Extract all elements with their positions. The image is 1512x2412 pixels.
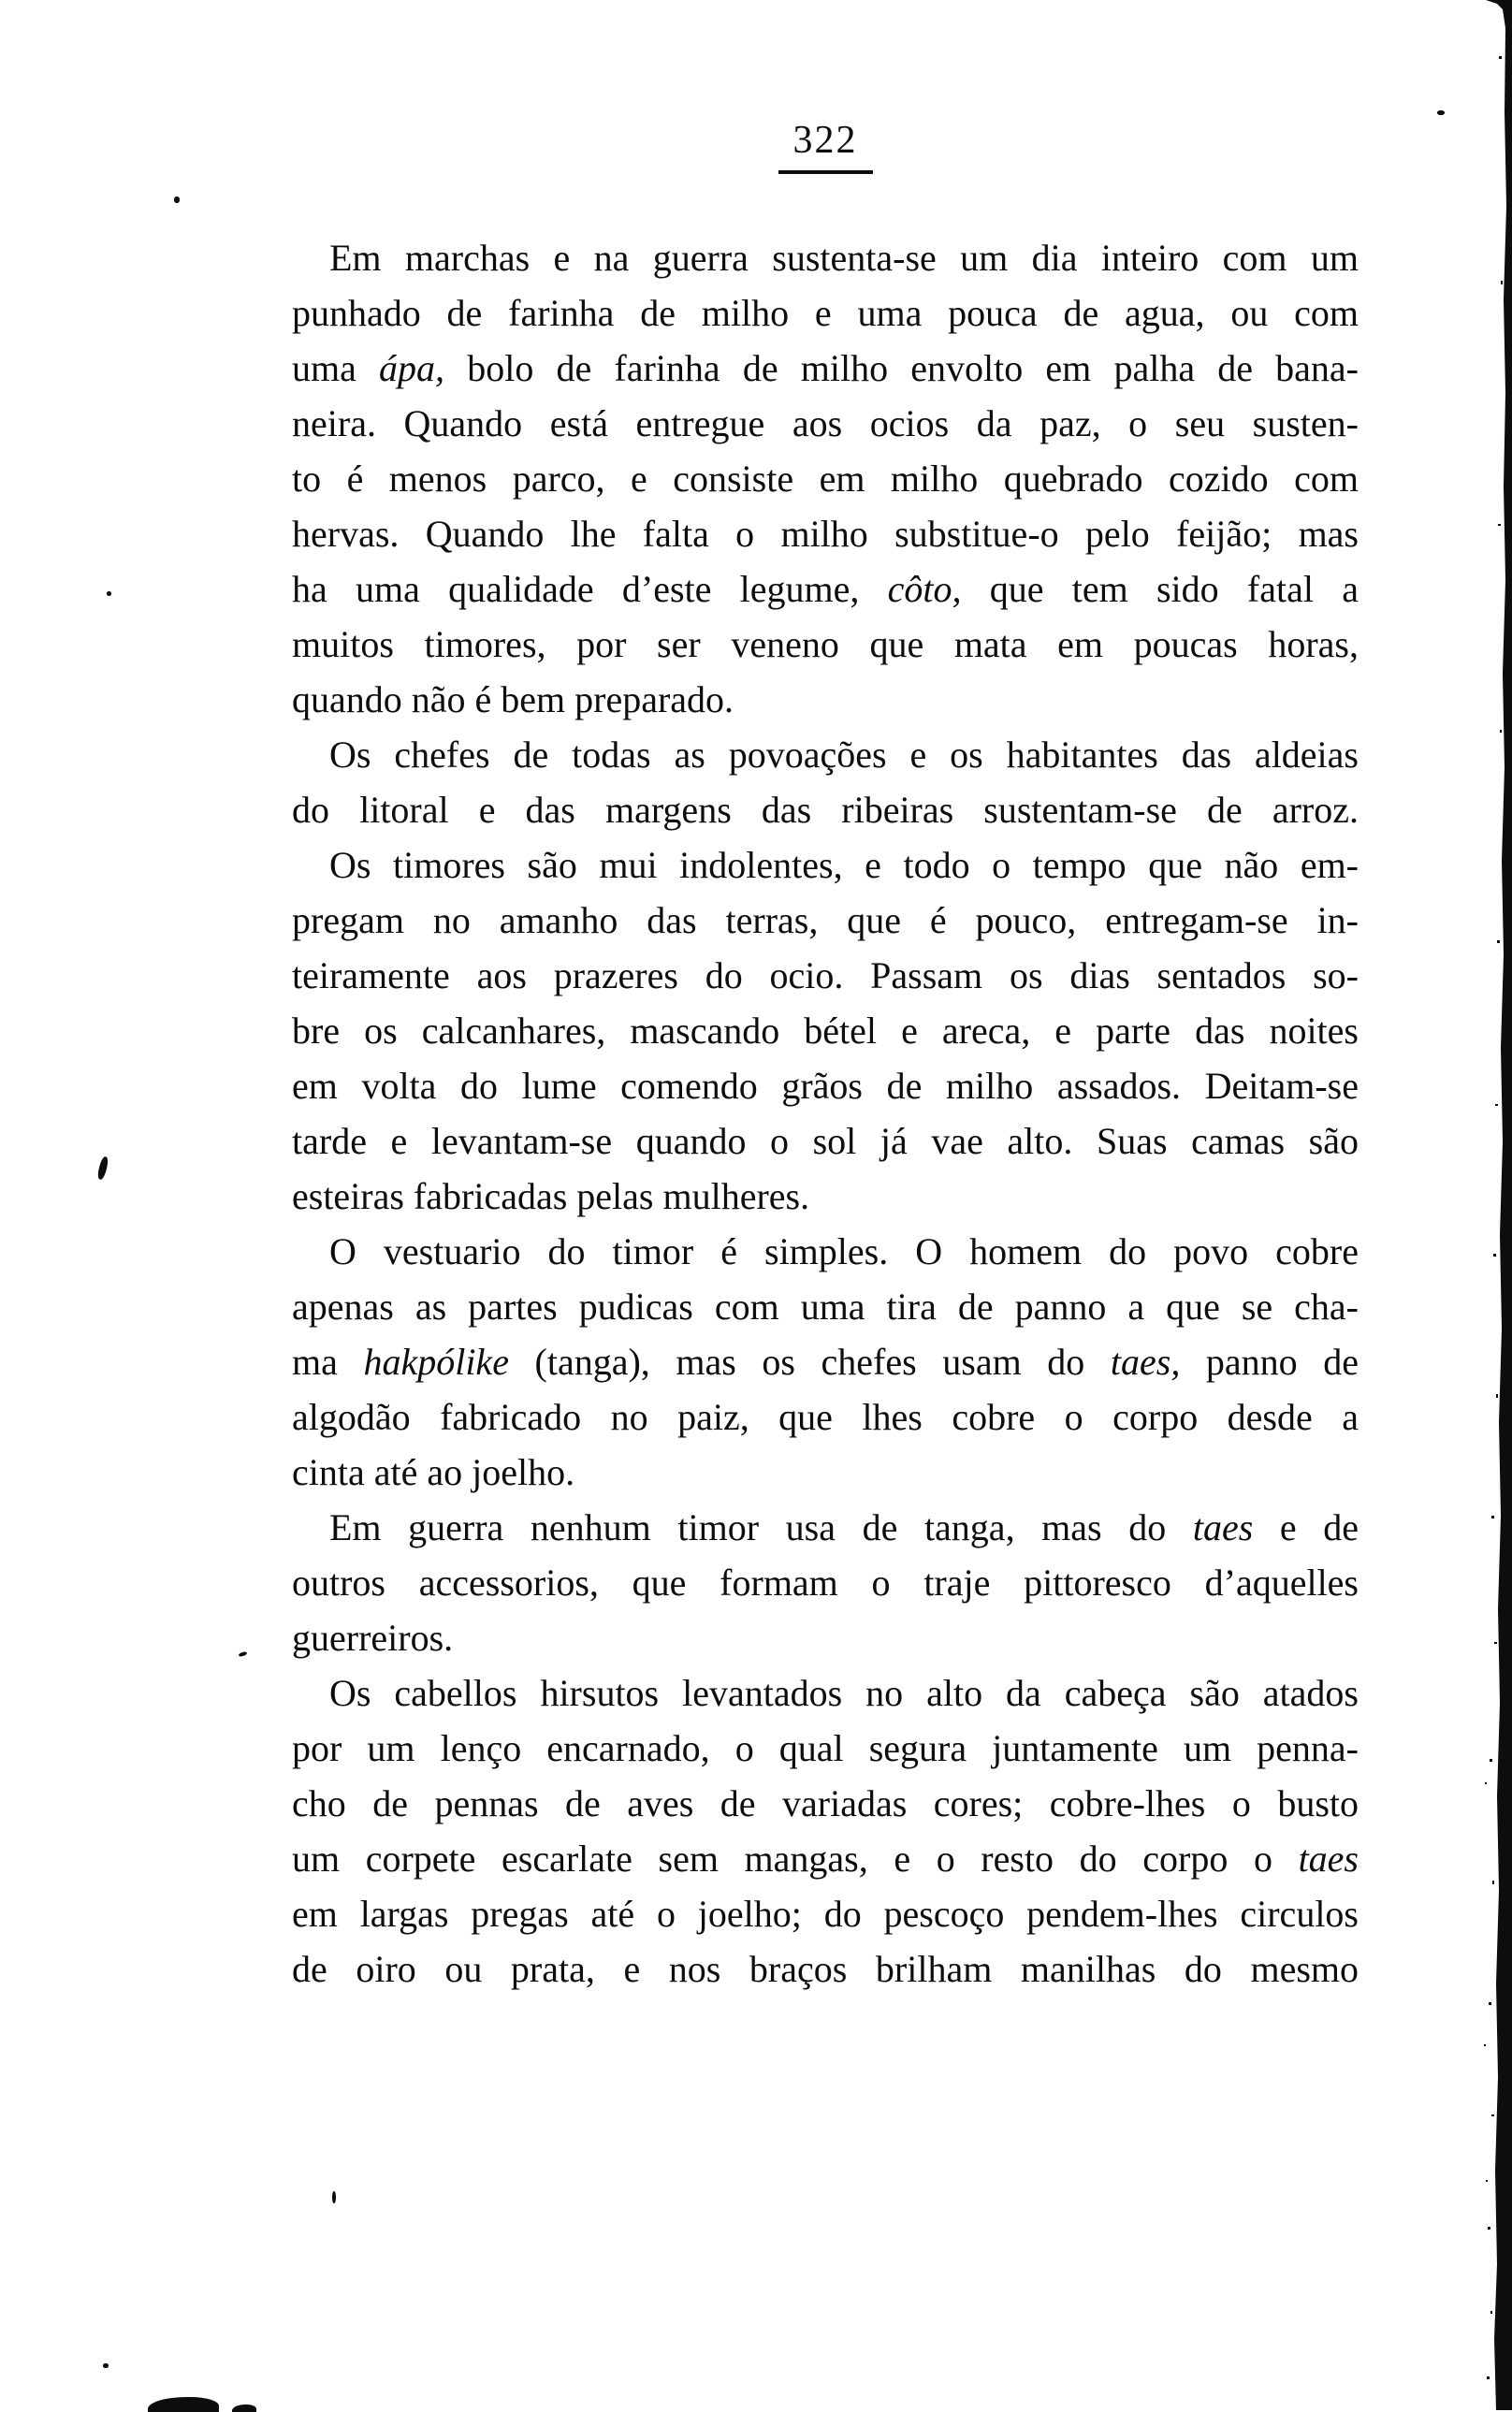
text-line: tarde e levantam-se quando o sol já vae alto. Suas camas são	[292, 1120, 1359, 1162]
scan-speck	[1437, 110, 1445, 115]
text-line: em volta do lume comendo grãos de milho assados. Deitam-se	[292, 1065, 1359, 1107]
text-line: ha uma qualidade d’este legume, côto, que tem sido fatal a	[292, 568, 1359, 610]
scan-speck	[107, 591, 111, 596]
text-line: O vestuario do timor é simples. O homem do povo cobre	[329, 1230, 1359, 1272]
page-header	[292, 118, 1359, 174]
scan-speck	[96, 1155, 109, 1180]
text-line: por um lenço encarnado, o qual segura juntamente um penna-	[292, 1727, 1359, 1769]
page-number: 322	[778, 118, 873, 174]
text-line: pregam no amanho das terras, que é pouco, entregam-se in-	[292, 899, 1359, 941]
text-line: hervas. Quando lhe falta o milho substitue-o pelo feijão; mas	[292, 513, 1359, 555]
text-line: algodão fabricado no paiz, que lhes cobre o corpo desde a	[292, 1396, 1359, 1438]
text-line: muitos timores, por ser veneno que mata em poucas horas,	[292, 623, 1359, 665]
text-block	[292, 230, 1359, 1997]
text-line: cinta até ao joelho.	[292, 1451, 575, 1493]
text-line: bre os calcanhares, mascando bétel e areca, e parte das noites	[292, 1010, 1359, 1052]
text-line: do litoral e das margens das ribeiras sustentam-se de arroz.	[292, 789, 1359, 831]
text-line: apenas as partes pudicas com uma tira de panno a que se cha-	[292, 1286, 1359, 1328]
text-line: Os cabellos hirsutos levantados no alto da cabeça são atados	[329, 1672, 1359, 1714]
text-line: cho de pennas de aves de variadas cores; cobre-lhes o busto	[292, 1782, 1359, 1824]
text-line: outros accessorios, que formam o traje pittoresco d’aquelles	[292, 1562, 1359, 1604]
text-line: neira. Quando está entregue aos ocios da paz, o seu susten-	[292, 402, 1359, 444]
text-line: punhado de farinha de milho e uma pouca de agua, ou com	[292, 292, 1359, 334]
scan-speck	[332, 2191, 336, 2203]
scan-speck	[103, 2363, 109, 2368]
scan-speck	[232, 2405, 256, 2412]
text-line: Os chefes de todas as povoações e os habitantes das aldeias	[329, 734, 1359, 776]
text-line: teiramente aos prazeres do ocio. Passam os dias sentados so-	[292, 954, 1359, 996]
scan-speck	[239, 1651, 248, 1658]
scan-speck	[174, 196, 180, 203]
text-line: uma ápa, bolo de farinha de milho envolto em palha de bana-	[292, 347, 1359, 389]
text-line: quando não é bem preparado.	[292, 678, 734, 720]
text-line: esteiras fabricadas pelas mulheres.	[292, 1175, 810, 1217]
text-line: em largas pregas até o joelho; do pescoço pendem-lhes circulos	[292, 1893, 1359, 1935]
text-line: um corpete escarlate sem mangas, e o resto do corpo o taes	[292, 1838, 1359, 1880]
text-line: guerreiros.	[292, 1617, 454, 1659]
scan-edge-band	[1480, 0, 1512, 2410]
text-line: de oiro ou prata, e nos braços brilham manilhas do mesmo	[292, 1948, 1359, 1990]
text-line: to é menos parco, e consiste em milho quebrado cozido com	[292, 458, 1359, 500]
text-line: Em marchas e na guerra sustenta-se um dia inteiro com um	[329, 237, 1359, 279]
text-line: ma hakpólike (tanga), mas os chefes usam do taes, panno de	[292, 1341, 1359, 1383]
text-line: Em guerra nenhum timor usa de tanga, mas do taes e de	[329, 1506, 1359, 1548]
text-line: Os timores são mui indolentes, e todo o tempo que não em-	[329, 844, 1359, 886]
